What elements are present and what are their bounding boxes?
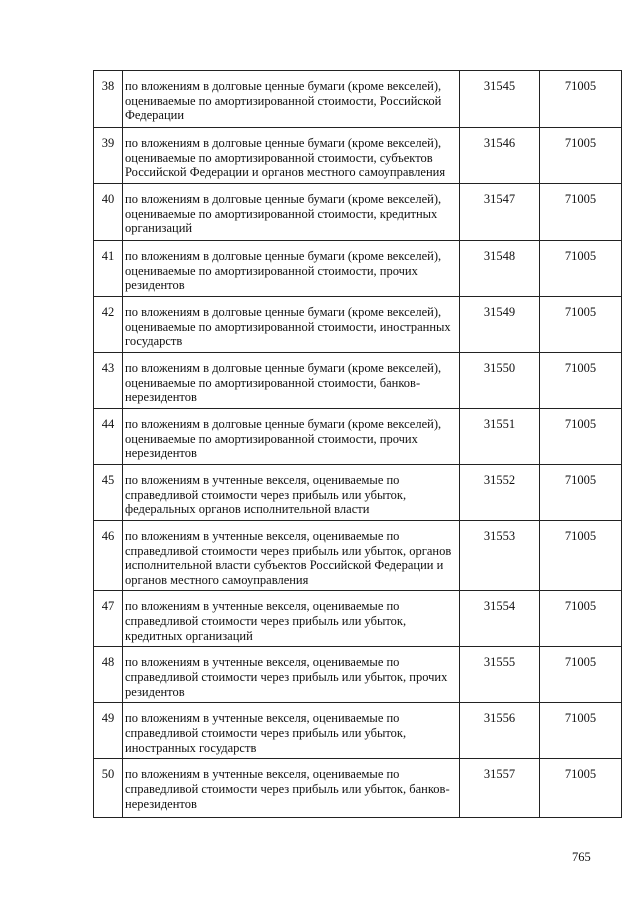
row-number: 43 (94, 353, 123, 409)
row-number: 39 (94, 128, 123, 184)
row-number: 41 (94, 241, 123, 297)
row-code-secondary: 71005 (540, 184, 622, 241)
row-number: 47 (94, 591, 123, 647)
row-description: по вложениям в долговые ценные бумаги (кроме векселей), оцениваемые по амортизированной стоимости, прочих нерезидентов (123, 409, 460, 465)
table-row (94, 297, 622, 353)
row-code-primary: 31549 (460, 297, 540, 353)
row-code-secondary: 71005 (540, 647, 622, 703)
row-code-primary: 31554 (460, 591, 540, 647)
row-number: 48 (94, 647, 123, 703)
row-code-primary: 31550 (460, 353, 540, 409)
row-number: 38 (94, 71, 123, 128)
row-code-primary: 31548 (460, 241, 540, 297)
row-number: 45 (94, 465, 123, 521)
table-row (94, 647, 622, 703)
row-code-primary: 31547 (460, 184, 540, 241)
accounts-table (93, 70, 622, 818)
row-code-primary: 31556 (460, 703, 540, 759)
row-description: по вложениям в учтенные векселя, оцениваемые по справедливой стоимости через прибыль или убыток, органов исполнительной власти субъектов Российской Федерации и органов местного самоуправления (123, 521, 460, 591)
row-code-secondary: 71005 (540, 241, 622, 297)
table-row (94, 465, 622, 521)
row-description: по вложениям в учтенные векселя, оцениваемые по справедливой стоимости через прибыль или убыток, банков-нерезидентов (123, 759, 460, 818)
row-description: по вложениям в учтенные векселя, оцениваемые по справедливой стоимости через прибыль или убыток, иностранных государств (123, 703, 460, 759)
row-code-primary: 31545 (460, 71, 540, 128)
row-number: 49 (94, 703, 123, 759)
row-description: по вложениям в учтенные векселя, оцениваемые по справедливой стоимости через прибыль или убыток, кредитных организаций (123, 591, 460, 647)
row-number: 50 (94, 759, 123, 818)
row-description: по вложениям в долговые ценные бумаги (кроме векселей), оцениваемые по амортизированной стоимости, банков-нерезидентов (123, 353, 460, 409)
row-code-secondary: 71005 (540, 409, 622, 465)
row-description: по вложениям в долговые ценные бумаги (кроме векселей), оцениваемые по амортизированной стоимости, субъектов Российской Федерации и органов местного самоуправления (123, 128, 460, 184)
row-code-secondary: 71005 (540, 71, 622, 128)
page-number: 765 (572, 850, 591, 864)
row-description: по вложениям в учтенные векселя, оцениваемые по справедливой стоимости через прибыль или убыток, федеральных органов исполнительной власти (123, 465, 460, 521)
row-code-secondary: 71005 (540, 521, 622, 591)
row-code-primary: 31551 (460, 409, 540, 465)
row-description: по вложениям в долговые ценные бумаги (кроме векселей), оцениваемые по амортизированной стоимости, кредитных организаций (123, 184, 460, 241)
row-code-secondary: 71005 (540, 465, 622, 521)
table-row (94, 591, 622, 647)
row-description: по вложениям в учтенные векселя, оцениваемые по справедливой стоимости через прибыль или убыток, прочих резидентов (123, 647, 460, 703)
row-description: по вложениям в долговые ценные бумаги (кроме векселей), оцениваемые по амортизированной стоимости, Российской Федерации (123, 71, 460, 128)
row-code-secondary: 71005 (540, 353, 622, 409)
table-row (94, 521, 622, 591)
row-number: 46 (94, 521, 123, 591)
row-code-primary: 31553 (460, 521, 540, 591)
row-number: 44 (94, 409, 123, 465)
table-body (94, 71, 622, 818)
table-row (94, 409, 622, 465)
table-row (94, 71, 622, 128)
table-row (94, 184, 622, 241)
table-row (94, 703, 622, 759)
row-code-primary: 31557 (460, 759, 540, 818)
table-row (94, 759, 622, 818)
row-code-secondary: 71005 (540, 759, 622, 818)
row-code-primary: 31555 (460, 647, 540, 703)
table-row (94, 128, 622, 184)
row-code-primary: 31552 (460, 465, 540, 521)
table-row (94, 353, 622, 409)
row-code-secondary: 71005 (540, 297, 622, 353)
row-number: 42 (94, 297, 123, 353)
row-description: по вложениям в долговые ценные бумаги (кроме векселей), оцениваемые по амортизированной стоимости, иностранных государств (123, 297, 460, 353)
row-code-secondary: 71005 (540, 703, 622, 759)
row-code-primary: 31546 (460, 128, 540, 184)
row-number: 40 (94, 184, 123, 241)
row-code-secondary: 71005 (540, 128, 622, 184)
table-row (94, 241, 622, 297)
row-code-secondary: 71005 (540, 591, 622, 647)
row-description: по вложениям в долговые ценные бумаги (кроме векселей), оцениваемые по амортизированной стоимости, прочих резидентов (123, 241, 460, 297)
